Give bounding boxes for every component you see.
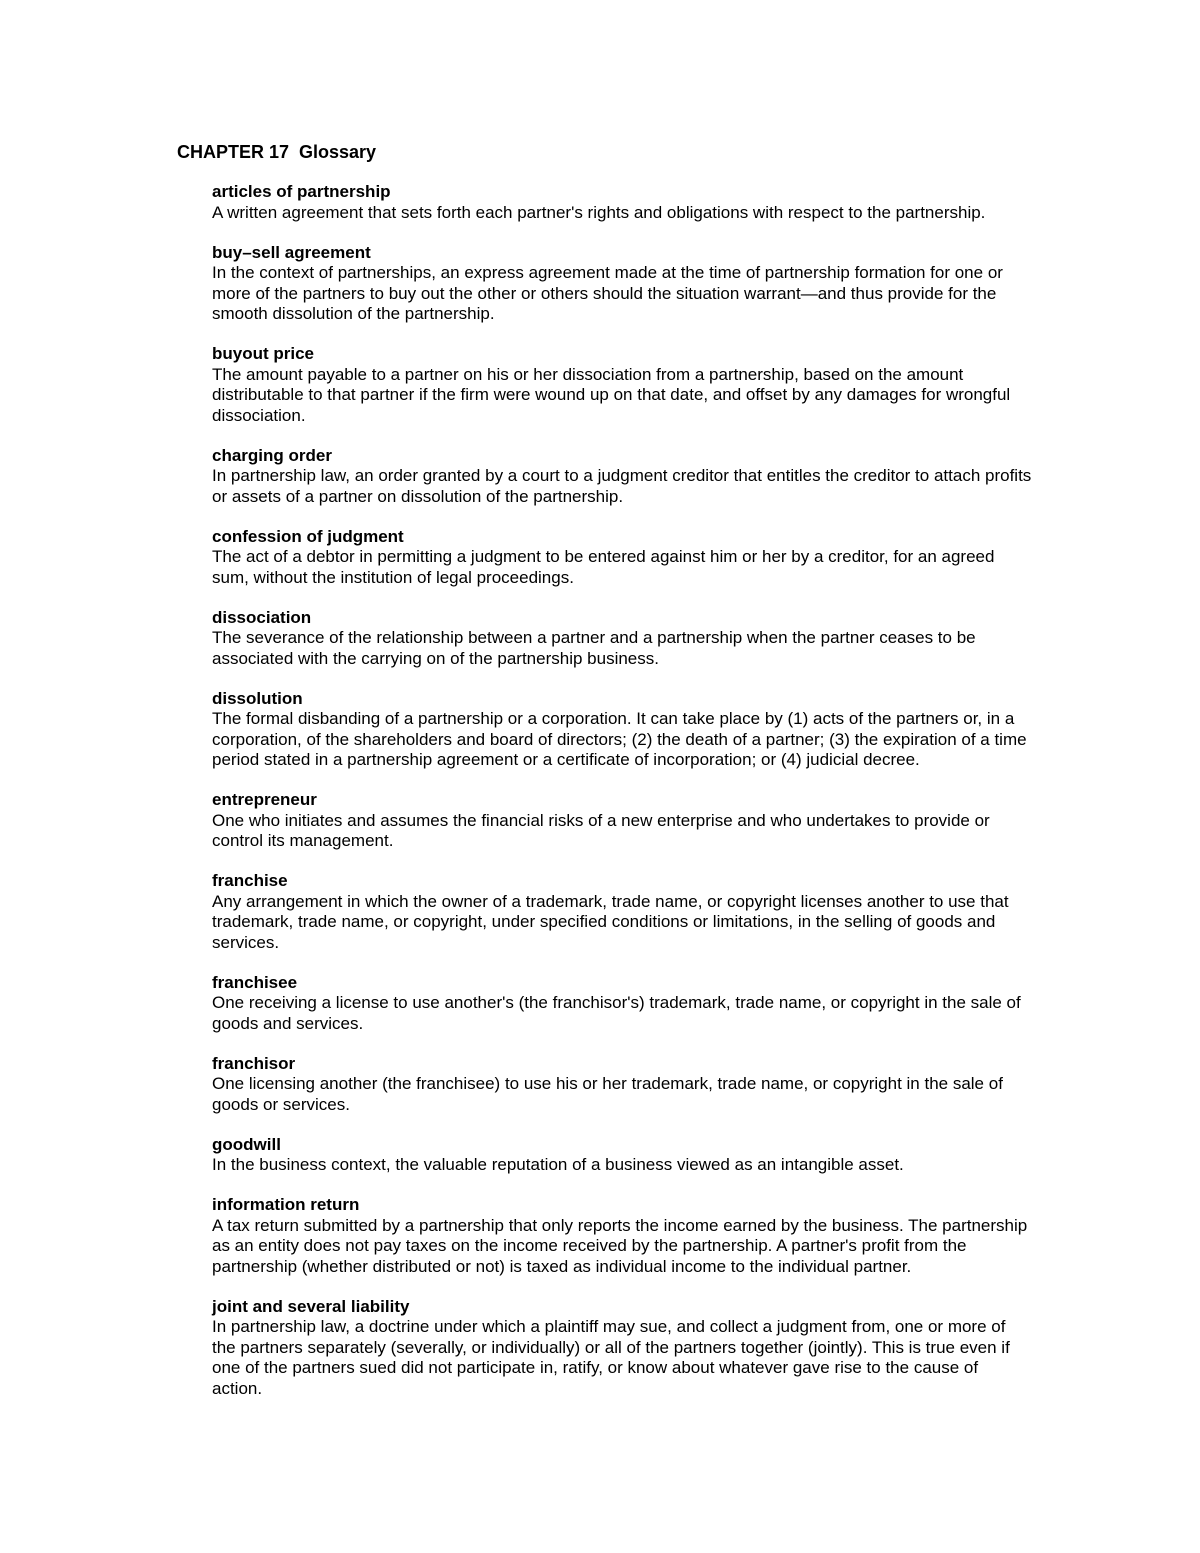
glossary-entry <box>212 1135 1032 1176</box>
glossary-entry <box>212 608 1032 670</box>
glossary-entry <box>212 871 1032 953</box>
glossary-definition: The severance of the relationship between a partner and a partnership when the partner ceases to be associated with the carrying on of the partnership business. <box>212 628 976 668</box>
glossary-definition: In partnership law, a doctrine under which a plaintiff may sue, and collect a judgment from, one or more of the partners separately (severally, or individually) or all of the partners together (jointly). This is true even if one of the partners sued did not participate in, ratify, or know about whatever gave rise to the cause of action. <box>212 1317 1010 1398</box>
glossary-definition: The act of a debtor in permitting a judgment to be entered against him or her by a creditor, for an agreed sum, without the institution of legal proceedings. <box>212 547 995 587</box>
glossary-definition: One licensing another (the franchisee) to use his or her trademark, trade name, or copyright in the sale of goods or services. <box>212 1074 1003 1114</box>
glossary-entry <box>212 1054 1032 1116</box>
glossary-definition: A tax return submitted by a partnership that only reports the income earned by the business. The partnership as an entity does not pay taxes on the income received by the partnership. A partner's profit from the partnership (whether distributed or not) is taxed as individual income to the individual partner. <box>212 1215 1028 1276</box>
glossary-term: buy–sell agreement <box>212 242 371 262</box>
glossary-definition: In the context of partnerships, an express agreement made at the time of partnership formation for one or more of the partners to buy out the other or others should the situation warrant—and thus provide for the smooth dissolution of the partnership. <box>212 263 1003 323</box>
glossary-definition: Any arrangement in which the owner of a trademark, trade name, or copyright licenses another to use that trademark, trade name, or copyright, under specified conditions or limitations, in the selling of goods and services. <box>212 891 1009 952</box>
glossary-entry <box>212 344 1032 426</box>
glossary-entry <box>212 689 1032 771</box>
glossary-term: charging order <box>212 445 332 465</box>
glossary-entry <box>212 1195 1032 1277</box>
glossary-term: buyout price <box>212 344 315 363</box>
glossary-term: confession of judgment <box>212 526 404 546</box>
glossary-definition: A written agreement that sets forth each partner's rights and obligations with respect to the partnership. <box>212 202 986 222</box>
glossary-term: dissolution <box>212 688 303 708</box>
glossary-entry <box>212 790 1032 852</box>
glossary-term: information return <box>212 1195 360 1214</box>
glossary-term: franchisee <box>212 972 298 992</box>
glossary-entry <box>212 973 1032 1035</box>
glossary-term: joint and several liability <box>212 1296 410 1316</box>
glossary-definition: The formal disbanding of a partnership or a corporation. It can take place by (1) acts of the partners or, in a corporation, of the shareholders and board of directors; (2) the death of a partner; (3) the expiration of a time period stated in a partnership agreement or a certificate of incorporation; or (4) judicial decree. <box>212 709 1027 769</box>
glossary-term: articles of partnership <box>212 182 391 201</box>
glossary-definition: In the business context, the valuable reputation of a business viewed as an intangible asset. <box>212 1155 904 1174</box>
glossary-term: dissociation <box>212 607 312 627</box>
glossary-entry <box>212 527 1032 589</box>
glossary-term: goodwill <box>212 1134 281 1154</box>
glossary-definition: One who initiates and assumes the financial risks of a new enterprise and who undertakes to provide or control its management. <box>212 810 990 850</box>
glossary-entry <box>212 1297 1032 1400</box>
page-title: CHAPTER 17 Glossary <box>177 142 377 162</box>
glossary-term: franchisor <box>212 1053 296 1073</box>
glossary-definition: The amount payable to a partner on his or her dissociation from a partnership, based on the amount distributable to that partner if the firm were wound up on that date, and offset by any damages for wrongful dissociation. <box>212 364 1011 425</box>
glossary-definition: One receiving a license to use another's (the franchisor's) trademark, trade name, or copyright in the sale of goods and services. <box>212 993 1021 1033</box>
glossary-entry <box>212 446 1032 508</box>
glossary-definition: In partnership law, an order granted by a court to a judgment creditor that entitles the creditor to attach profits or assets of a partner on dissolution of the partnership. <box>212 466 1032 506</box>
glossary-entry <box>212 182 1032 223</box>
glossary-entry <box>212 243 1032 325</box>
glossary-list <box>212 182 1032 1419</box>
glossary-term: franchise <box>212 871 288 890</box>
glossary-term: entrepreneur <box>212 790 317 809</box>
